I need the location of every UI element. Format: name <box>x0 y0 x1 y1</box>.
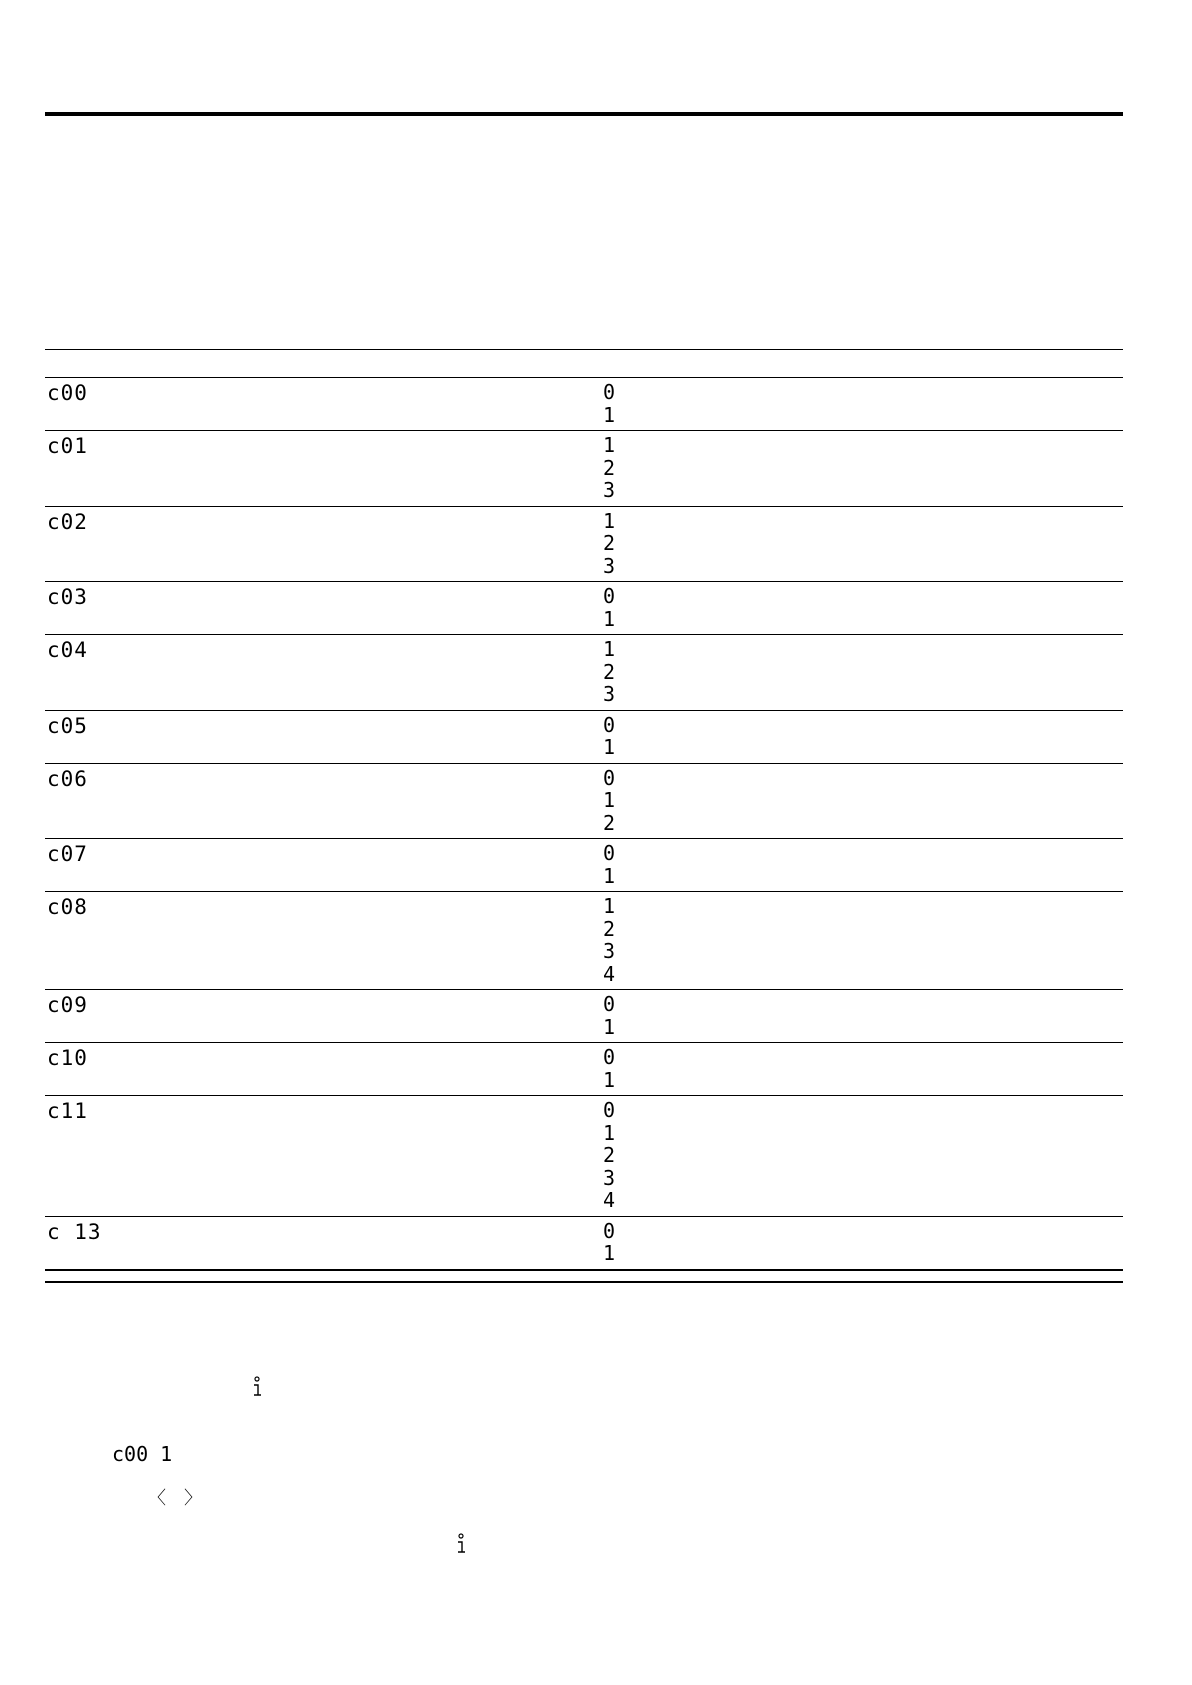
setting-value: 1 <box>602 1120 615 1145</box>
setting-value: 2 <box>602 659 615 684</box>
setting-value: 4 <box>602 961 615 986</box>
setting-value: 3 <box>602 478 615 502</box>
setting-value: 0 <box>602 841 615 865</box>
setting-code: c08 <box>47 895 88 919</box>
setting-value: 1 <box>602 1241 615 1265</box>
setting-value: 1 <box>602 637 615 661</box>
setting-code: c00 <box>47 381 88 405</box>
setting-code: c 13 <box>47 1219 102 1244</box>
setting-code: c03 <box>47 585 88 609</box>
bottom-rule <box>45 1281 1123 1283</box>
settings-row <box>45 430 1123 506</box>
setting-value: 1 <box>602 735 615 759</box>
setting-code: c11 <box>47 1099 88 1123</box>
setting-values <box>585 1046 615 1091</box>
setting-values <box>585 895 615 985</box>
setting-value: 0 <box>602 712 615 737</box>
chevron-right-icon: 〉 <box>184 1488 202 1509</box>
setting-value: 0 <box>602 1218 615 1243</box>
display-reading: c00 1 <box>112 1442 173 1466</box>
info-icon <box>250 1376 264 1398</box>
setting-code: c10 <box>47 1046 88 1070</box>
setting-values <box>585 510 615 578</box>
setting-values <box>585 638 615 706</box>
setting-value: 1 <box>602 402 615 427</box>
table-header-rule <box>45 349 1123 350</box>
setting-value: 2 <box>602 531 615 555</box>
setting-code: c01 <box>47 434 88 458</box>
chevron-left-icon: 〈 <box>148 1488 166 1509</box>
setting-value: 4 <box>602 1188 615 1212</box>
setting-value: 2 <box>602 455 615 480</box>
setting-code: c04 <box>47 638 88 662</box>
settings-row <box>45 377 1123 430</box>
setting-value: 0 <box>602 1045 615 1069</box>
top-rule <box>45 112 1123 116</box>
setting-value: 2 <box>602 1143 615 1167</box>
setting-value: 0 <box>602 992 615 1016</box>
setting-value: 1 <box>602 1067 615 1092</box>
settings-row <box>45 1042 1123 1095</box>
setting-values <box>585 434 615 502</box>
settings-row <box>45 1216 1123 1271</box>
settings-row <box>45 506 1123 582</box>
settings-row <box>45 581 1123 634</box>
setting-value: 2 <box>602 810 615 835</box>
setting-value: 0 <box>602 380 615 404</box>
setting-value: 3 <box>602 553 615 578</box>
setting-values <box>585 842 615 887</box>
setting-code: c05 <box>47 713 88 738</box>
setting-value: 0 <box>602 765 615 790</box>
setting-value: 1 <box>602 894 615 918</box>
setting-value: 0 <box>602 584 615 608</box>
setting-value: 1 <box>602 788 615 812</box>
setting-code: c09 <box>47 993 88 1017</box>
setting-values <box>585 714 615 759</box>
setting-value: 0 <box>602 1098 615 1122</box>
setting-value: 1 <box>602 1014 615 1039</box>
info-icon <box>454 1533 468 1555</box>
settings-table <box>45 377 1123 1271</box>
setting-value: 3 <box>602 939 615 963</box>
settings-row <box>45 1095 1123 1216</box>
setting-values <box>585 585 615 630</box>
settings-row <box>45 838 1123 891</box>
settings-row <box>45 989 1123 1042</box>
setting-values <box>585 1220 615 1265</box>
settings-row <box>45 763 1123 839</box>
settings-row <box>45 710 1123 763</box>
setting-value: 1 <box>602 433 615 457</box>
setting-value: 3 <box>602 682 615 706</box>
setting-value: 1 <box>602 863 615 888</box>
settings-row <box>45 634 1123 710</box>
setting-value: 1 <box>602 606 615 631</box>
setting-value: 1 <box>602 508 615 533</box>
setting-code: c02 <box>47 509 88 534</box>
setting-values <box>585 381 615 426</box>
setting-values <box>585 767 615 835</box>
setting-values <box>585 993 615 1038</box>
setting-value: 2 <box>602 916 615 941</box>
settings-row <box>45 891 1123 989</box>
setting-values <box>585 1099 615 1212</box>
setting-code: c07 <box>47 842 88 866</box>
setting-value: 3 <box>602 1165 615 1190</box>
setting-code: c06 <box>47 766 88 791</box>
